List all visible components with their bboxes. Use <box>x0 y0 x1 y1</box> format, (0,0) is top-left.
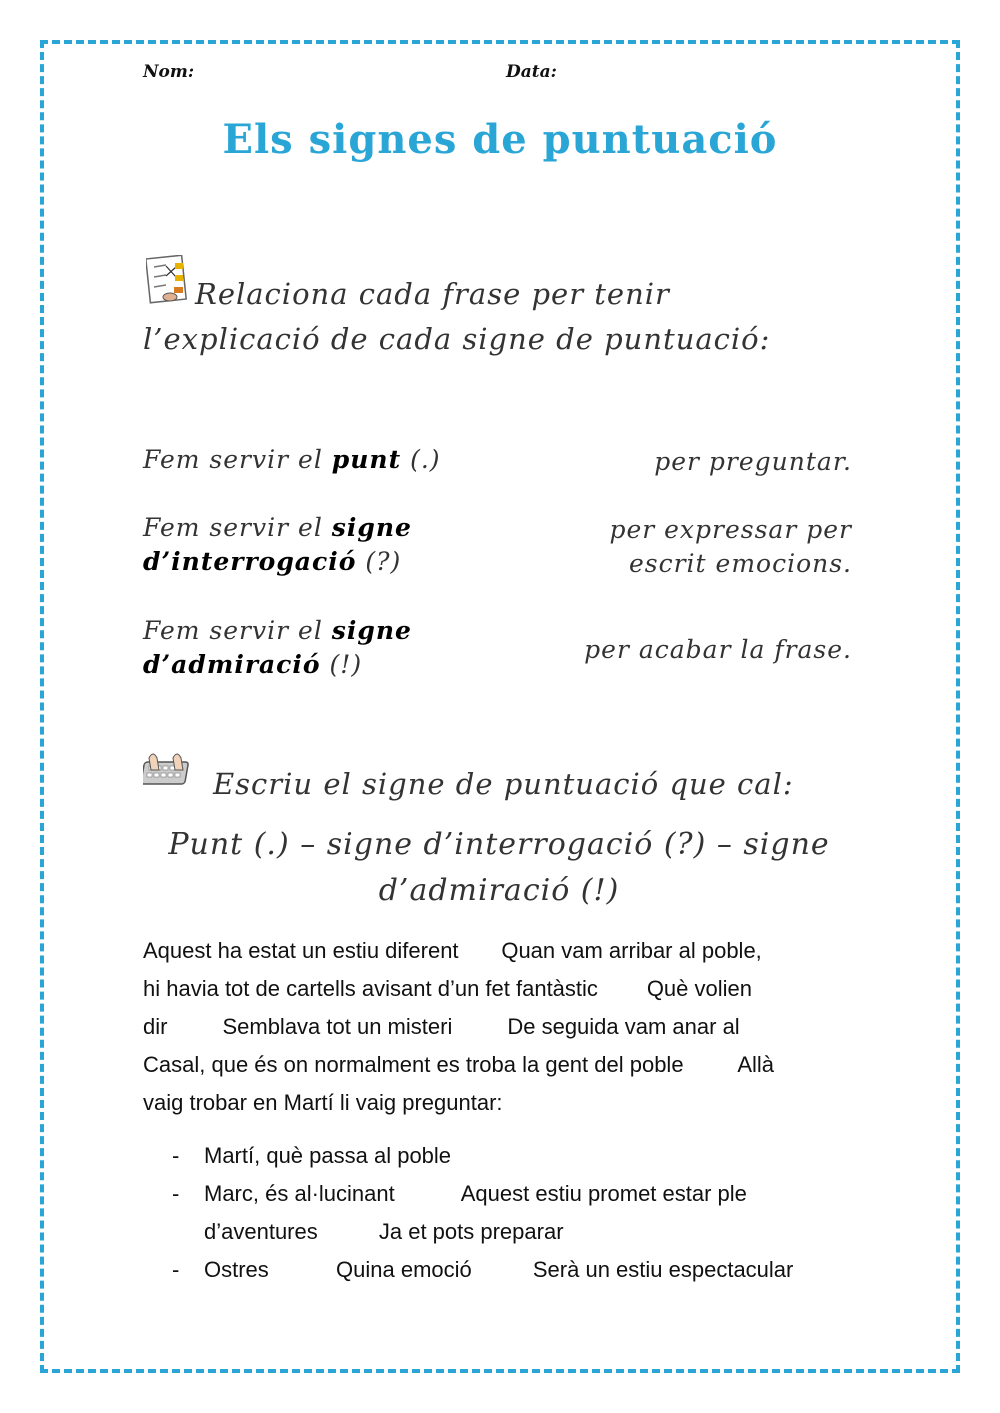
dialogue-list <box>172 1137 872 1289</box>
date-label: Data: <box>506 62 557 82</box>
dialogue-text: d’aventures Ja et pots preparar <box>204 1219 564 1244</box>
match-left-prefix: Fem servir el <box>143 616 332 645</box>
dialogue-text: Martí, què passa al poble <box>204 1143 452 1168</box>
paragraph-line <box>143 1084 863 1122</box>
match-left-prefix: Fem servir el <box>143 445 332 474</box>
dialogue-text: Marc, és al·lucinant Aquest estiu promet estar ple <box>204 1181 747 1206</box>
match-right-item: per acabar la frase. <box>584 635 852 664</box>
paragraph-line-text: vaig trobar en Martí li vaig preguntar: <box>143 1090 503 1115</box>
match-left-term: punt <box>331 445 402 474</box>
match-left-item <box>143 443 443 477</box>
match-left-suffix: (.) <box>401 445 441 474</box>
paragraph-line-text: hi havia tot de cartells avisant d’un fet fantàstic Què volien <box>143 976 752 1001</box>
name-label: Nom: <box>143 62 195 82</box>
paragraph-line <box>143 1046 863 1084</box>
match-left-suffix: (!) <box>320 650 363 679</box>
match-left-item <box>143 511 443 579</box>
keyboard-typing-icon <box>143 748 195 792</box>
dialogue-item <box>172 1137 872 1175</box>
paragraph-line-text: Aquest ha estat un estiu diferent Quan vam arribar al poble, <box>143 938 762 963</box>
match-left-suffix: (?) <box>356 547 402 576</box>
paragraph-line <box>143 970 863 1008</box>
match-right-item: per expressar per escrit emocions. <box>609 515 852 578</box>
exercise-2-instruction: Escriu el signe de puntuació que cal: <box>213 767 794 801</box>
match-left-term: signe d’interrogació <box>143 513 412 576</box>
match-left-term: signe d’admiració <box>143 616 412 679</box>
paragraph-line <box>143 1008 863 1046</box>
exercise-1-instruction: Relaciona cada frase per tenir l’explicació de cada signe de puntuació: <box>143 277 771 356</box>
page-title: Els signes de puntuació <box>222 116 778 163</box>
punctuation-options: Punt (.) – signe d’interrogació (?) – signe d’admiració (!) <box>168 827 830 908</box>
match-right-item: per preguntar. <box>654 447 852 476</box>
dialogue-item <box>172 1251 872 1289</box>
paragraph-line-text: Casal, que és on normalment es troba la gent del poble Allà <box>143 1052 775 1077</box>
dialogue-item <box>172 1175 872 1251</box>
dialogue-text: Ostres Quina emoció Serà un estiu espectacular <box>204 1257 794 1282</box>
match-left-prefix: Fem servir el <box>143 513 332 542</box>
match-left-item <box>143 614 443 682</box>
paragraph-line <box>143 932 863 970</box>
story-paragraph <box>143 932 863 1122</box>
paragraph-line-text: dir Semblava tot un misteri De seguida vam anar al <box>143 1014 740 1039</box>
